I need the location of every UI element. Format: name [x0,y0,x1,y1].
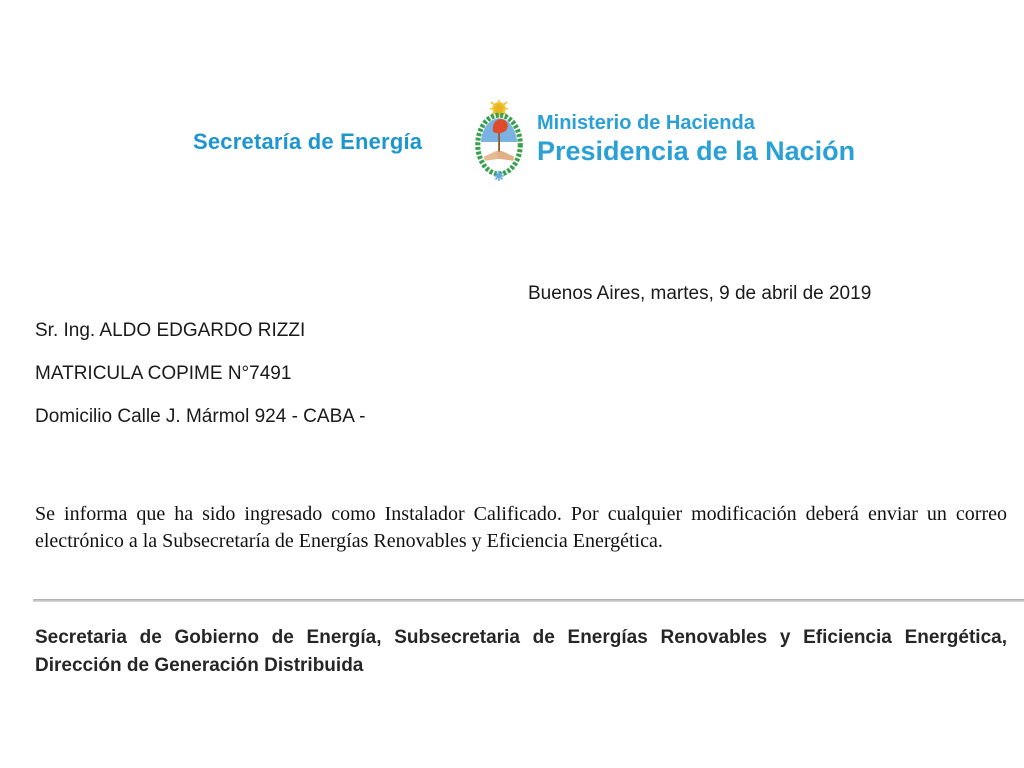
presidency-title: Presidencia de la Nación [537,136,856,166]
ministry-block [537,112,855,166]
ministry-title: Ministerio de Hacienda [537,112,755,134]
argentina-coat-of-arms-icon [467,98,531,183]
letter-body: Se informa que ha sido ingresado como Instalador Calificado. Por cualquier modificación deberá enviar un correo electrónico a la Subsecretaría de Energías Renovables y Eficiencia Energética. [35,503,1007,552]
secretariat-title: Secretaría de Energía [193,129,423,154]
date-line: Buenos Aires, martes, 9 de abril de 2019 [528,283,872,304]
recipient-address: Domicilio Calle J. Mármol 924 - CABA - [35,406,366,427]
signature-block: Secretaria de Gobierno de Energía, Subsecretaria de Energías Renovables y Eficiencia Energética, Dirección de Generación Distribuida [35,627,1007,676]
recipient-name: Sr. Ing. ALDO EDGARDO RIZZI [35,320,306,341]
recipient-license: MATRICULA COPIME N°7491 [35,363,292,384]
divider-line [33,599,1024,602]
recipient-block [35,321,365,450]
